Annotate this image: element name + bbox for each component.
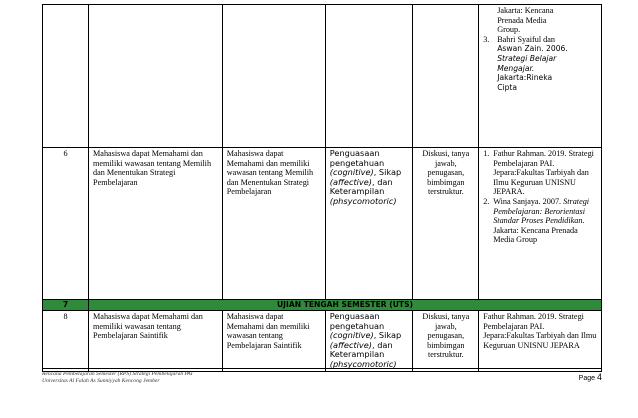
table-cell [43,5,89,148]
penilaian-text: , dan Keterampilan [329,176,393,197]
ref-text: Wina Sanjaya. 2007. [493,196,562,206]
rps-table [42,4,602,372]
ref-number: 1. [483,149,490,158]
uts-label: UJIAN TENGAH SEMESTER (UTS) [89,300,602,311]
ref-text: Jakarta: Kencana Prenada Media Group [493,225,578,245]
penilaian-text: , Sikap [373,330,402,341]
penilaian-text: (affective) [329,339,373,350]
ref-line: Cipta [497,82,518,92]
ref-line: Prenada Media [497,15,547,25]
penilaian-text: , Sikap [373,167,402,178]
table-cell [89,5,223,148]
footer-divider [42,368,602,369]
ref-line: Jakarta: Kencana [497,6,554,15]
ref-number: 3. [483,34,490,44]
ref-line-italic: Mengajar. [497,63,535,73]
ref-line: Jakarta:Rineka [497,73,553,83]
ref-line-italic: Strategi Belajar [497,53,557,63]
footer-line: Universitas Al Falah As Sunniyyah Kencong Jember [42,378,160,384]
table-row [43,311,602,372]
penilaian-text: (cognitive) [329,330,374,341]
uts-row [43,300,602,311]
penilaian-cell [325,311,413,372]
indikator-cell: Mahasiswa dapat Memahami dan memiliki wawasan tentang Pembelajaran Saintifik [222,311,325,372]
footer-line: Rencana Pembelajaran Semester (RPS) Strategi Pembelajaran PAI [42,371,193,377]
penilaian-text: (cognitive) [329,167,374,178]
meeting-number: 6 [43,148,89,300]
penilaian-text: Penguasaan pengetahuan [329,148,385,168]
page-number-value: 4 [596,372,602,382]
metode-cell: Diskusi, tanya jawab, penugasan, bimbimgan terstruktur. [413,148,479,300]
page-footer [42,368,602,385]
reference-cell [479,5,602,148]
penilaian-text: (phsycomotoric) [329,195,397,206]
page-label: Page [578,375,596,382]
penilaian-text: , dan Keterampilan [329,339,393,360]
table-row [43,5,602,148]
table-cell [325,5,413,148]
kemampuan-cell: Mahasiswa dapat Memahami dan memiliki wawasan tentang Memilih dan Menentukan Strategi Pembelajaran [89,148,223,300]
penilaian-text: Penguasaan pengetahuan [329,311,385,331]
ref-line: Group. [497,25,521,35]
table-cell [413,5,479,148]
reference-cell [479,148,602,300]
ref-line: Aswan Zain. 2006. [497,44,568,54]
kemampuan-cell: Mahasiswa dapat Memahami dan memiliki wawasan tentang Pembelajaran Saintifik [89,311,223,372]
metode-cell: Diskusi, tanya jawab, penugasan, bimbimgan terstruktur. [413,311,479,372]
ref-line: Bahri Syaiful dan [497,34,555,44]
ref-title: Strategi Pembelajaran: Berorientasi Standar Proses Pendidikan. [493,196,590,226]
indikator-cell: Mahasiswa dapat Memahami dan memiliki wawasan tentang Memilih dan Menentukan Strategi Pembelajaran [222,148,325,300]
meeting-number: 8 [43,311,89,372]
ref-text: Fathur Rahman. 2019. Strategi Pembelajaran PAI. Jepara:Fakultas Tarbiyah dan Ilmu Keguruan UNISNU JEPARA. [493,149,594,197]
penilaian-cell [325,148,413,300]
penilaian-text: (affective) [329,176,373,187]
table-row [43,148,602,300]
meeting-number: 7 [43,300,89,311]
penilaian-text: (phsycomotoric) [329,358,397,369]
reference-cell: Fathur Rahman. 2019. Strategi Pembelajaran PAI. Jepara:Fakultas Tarbiyah dan Ilmu Keguruan UNISNU JEPARA [479,311,602,372]
ref-number: 2. [483,196,490,206]
page-number [579,372,602,382]
table-cell [222,5,325,148]
